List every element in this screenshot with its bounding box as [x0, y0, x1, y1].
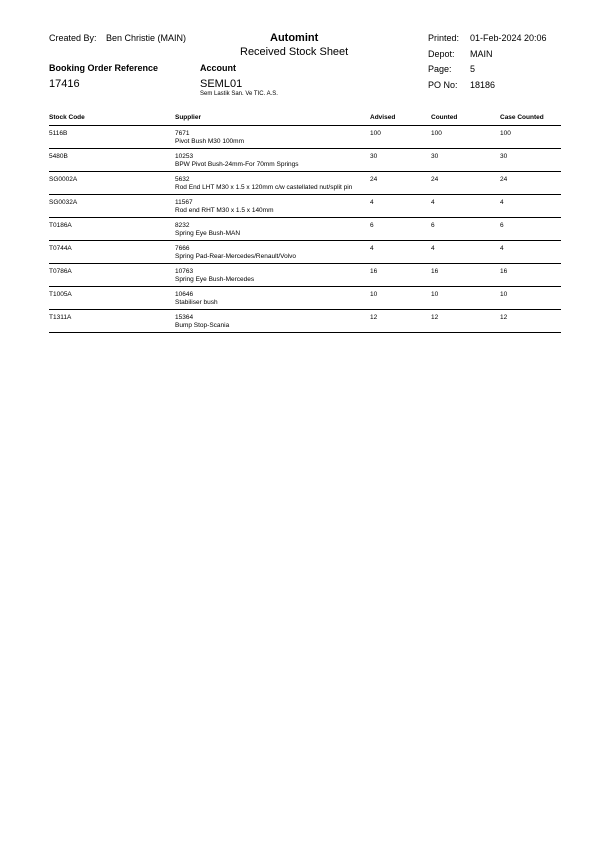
case-counted-qty: 30 — [500, 153, 508, 160]
advised-qty: 12 — [370, 314, 378, 321]
item-description: Spring Eye Bush-MAN — [175, 230, 241, 237]
depot-value: MAIN — [470, 49, 493, 59]
counted-qty: 10 — [431, 291, 439, 298]
counted-qty: 100 — [431, 130, 442, 137]
counted-qty: 12 — [431, 314, 439, 321]
page-label: Page: — [428, 64, 452, 74]
counted-qty: 4 — [431, 245, 435, 252]
table-row — [49, 218, 561, 241]
printed-value: 01-Feb-2024 20:06 — [470, 33, 547, 43]
item-description: Spring Eye Bush-Mercedes — [175, 276, 255, 283]
stock-code: T0786A — [49, 268, 72, 275]
col-header-case-counted: Case Counted — [500, 114, 544, 121]
stock-code: T0744A — [49, 245, 72, 252]
case-counted-qty: 100 — [500, 130, 511, 137]
item-description: Spring Pad-Rear-Mercedes/Renault/Volvo — [175, 253, 297, 260]
created-by-value: Ben Christie (MAIN) — [106, 33, 187, 43]
item-description: Pivot Bush M30 100mm — [175, 138, 245, 145]
advised-qty: 30 — [370, 153, 378, 160]
stock-table — [49, 112, 561, 333]
supplier-code: 5632 — [175, 176, 190, 183]
supplier-code: 11567 — [175, 199, 193, 206]
item-description: Rod end RHT M30 x 1.5 x 140mm — [175, 207, 274, 214]
case-counted-qty: 12 — [500, 314, 508, 321]
case-counted-qty: 4 — [500, 245, 504, 252]
supplier-code: 10763 — [175, 268, 194, 275]
supplier-code: 7666 — [175, 245, 190, 252]
counted-qty: 4 — [431, 199, 435, 206]
case-counted-qty: 24 — [500, 176, 508, 183]
printed-label: Printed: — [428, 33, 460, 43]
table-row — [49, 287, 561, 310]
col-header-counted: Counted — [431, 114, 458, 121]
table-row — [49, 126, 561, 149]
table-header — [49, 112, 561, 126]
advised-qty: 4 — [370, 199, 374, 206]
company-name: Automint — [270, 32, 319, 44]
item-description: Bump Stop-Scania — [175, 322, 230, 329]
supplier-code: 10253 — [175, 153, 194, 160]
supplier-code: 8232 — [175, 222, 190, 229]
depot-label: Depot: — [428, 49, 455, 59]
booking-ref-value: 17416 — [49, 78, 80, 90]
advised-qty: 16 — [370, 268, 378, 275]
case-counted-qty: 10 — [500, 291, 508, 298]
booking-ref-label: Booking Order Reference — [49, 63, 159, 73]
supplier-code: 7671 — [175, 130, 190, 137]
table-row — [49, 149, 561, 172]
advised-qty: 24 — [370, 176, 378, 183]
stock-code: T1005A — [49, 291, 72, 298]
col-header-advised: Advised — [370, 114, 396, 121]
item-description: BPW Pivot Bush-24mm-For 70mm Springs — [175, 161, 299, 168]
page-title: Received Stock Sheet — [240, 46, 349, 58]
stock-code: 5480B — [49, 153, 68, 160]
case-counted-qty: 6 — [500, 222, 504, 229]
case-counted-qty: 16 — [500, 268, 508, 275]
account-name: Sem Lastik San. Ve TIC. A.S. — [200, 91, 278, 97]
po-label: PO No: — [428, 80, 458, 90]
stock-code: 5116B — [49, 130, 68, 137]
created-by-label: Created By: — [49, 33, 97, 43]
col-header-stock-code: Stock Code — [49, 114, 85, 121]
supplier-code: 10646 — [175, 291, 194, 298]
table-body — [49, 126, 561, 333]
advised-qty: 100 — [370, 130, 381, 137]
stock-code: SG0032A — [49, 199, 78, 206]
table-row — [49, 264, 561, 287]
table-row — [49, 195, 561, 218]
advised-qty: 10 — [370, 291, 378, 298]
stock-code: T0186A — [49, 222, 72, 229]
counted-qty: 16 — [431, 268, 439, 275]
page-number: 5 — [470, 64, 476, 74]
table-row — [49, 241, 561, 264]
counted-qty: 30 — [431, 153, 439, 160]
advised-qty: 6 — [370, 222, 374, 229]
stock-code: SG0002A — [49, 176, 78, 183]
item-description: Stabiliser bush — [175, 299, 218, 306]
supplier-code: 15364 — [175, 314, 194, 321]
col-header-supplier: Supplier — [175, 114, 202, 121]
advised-qty: 4 — [370, 245, 374, 252]
po-number: 18186 — [470, 80, 496, 90]
counted-qty: 24 — [431, 176, 439, 183]
table-row — [49, 310, 561, 333]
account-label: Account — [200, 63, 236, 73]
stock-code: T1311A — [49, 314, 72, 321]
account-code: SEML01 — [200, 78, 243, 90]
case-counted-qty: 4 — [500, 199, 504, 206]
item-description: Rod End LHT M30 x 1.5 x 120mm c/w castellated nut/split pin — [175, 184, 353, 191]
counted-qty: 6 — [431, 222, 435, 229]
table-row — [49, 172, 561, 195]
